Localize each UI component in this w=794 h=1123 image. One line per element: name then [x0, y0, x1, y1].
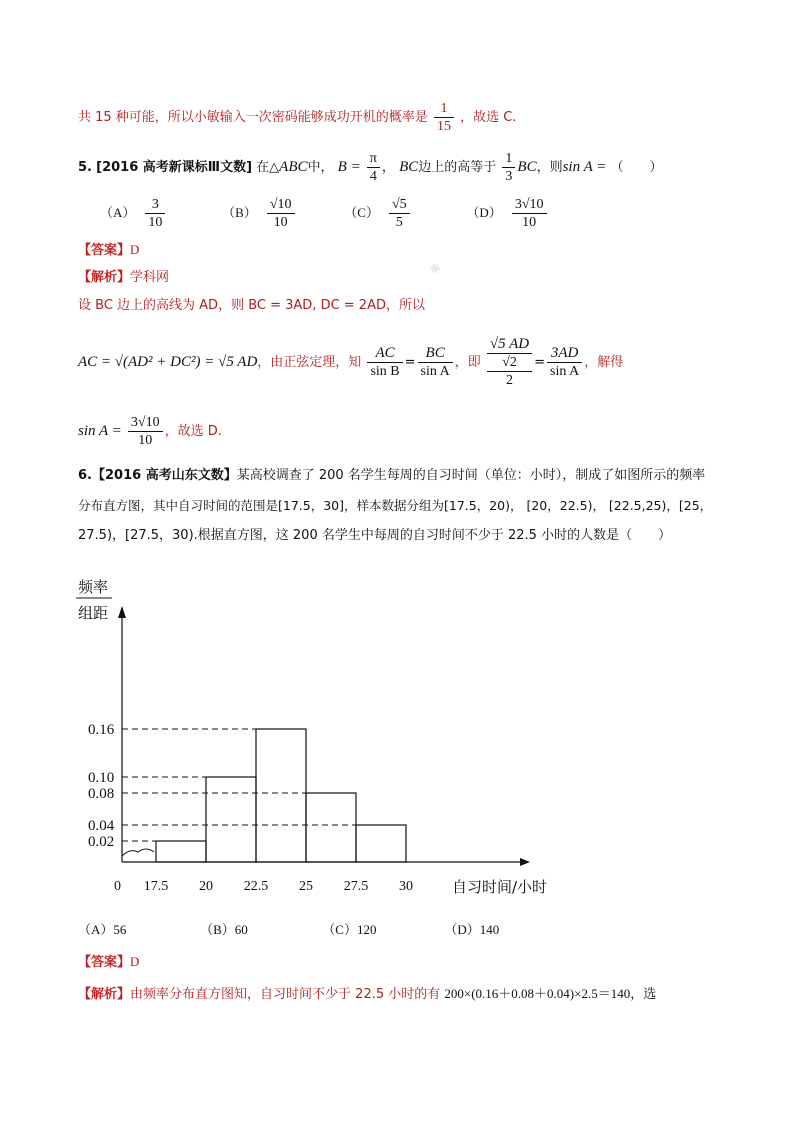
x-axis-label: 自习时间/小时 — [452, 878, 548, 896]
q5-stem: 5. [2016 高考新课标Ⅲ文数] 在△ABC中， B = $\frac{\pi}{4}$ ， BC边上的高等于 $\frac{1}{3}$ BC，则sin A = （ ） — [78, 151, 663, 184]
q6-line1: 6.【2016 高考山东文数】某高校调查了 200 名学生每周的自习时间（单位：小时），制成了如图所示的频率 — [78, 468, 706, 483]
one-third: $\frac{1}{3}$ — [502, 150, 515, 185]
origin-label: 0 — [114, 879, 121, 894]
y-tick-label: 0.04 — [88, 818, 115, 834]
probability-fraction: $\frac{1}{15}$ — [434, 100, 454, 135]
x-tick-label: 20 — [199, 879, 213, 894]
option-c[interactable]: （C） $\frac{√5}{5}$ — [344, 196, 462, 231]
y-tick-label: 0.16 — [88, 722, 115, 738]
q6-answer: 【答案】D — [78, 954, 140, 970]
histogram-bar — [256, 729, 306, 862]
nested-fraction: √5 AD √2 2 — [487, 336, 532, 389]
y-axis-label-bottom: 组距 — [78, 604, 109, 622]
q6-line2: 分布直方图，其中自习时间的范围是[17.5，30]，样本数据分组为[17.5，20)， [20，22.5)， [22.5,25)，[25， — [78, 498, 713, 513]
pi-over-4: $\frac{\pi}{4}$ — [367, 150, 380, 185]
option-d[interactable]: （D） $\frac{3√10}{10}$ — [466, 196, 584, 231]
y-axis-label-top: 频率 — [78, 578, 109, 596]
histogram-bar — [306, 793, 356, 862]
q6-options — [78, 920, 734, 941]
histogram-bar — [356, 825, 406, 862]
option-b[interactable]: （B） $\frac{√10}{10}$ — [222, 196, 340, 231]
x-tick-label: 30 — [399, 879, 413, 894]
option-a[interactable]: （A） $\frac{3}{10}$ — [100, 196, 218, 231]
axis-break-mark — [122, 849, 154, 856]
y-tick-label: 0.10 — [88, 770, 115, 786]
option-b[interactable]: （B）60 — [200, 922, 248, 937]
x-tick-label: 25 — [299, 879, 313, 894]
option-d[interactable]: （D）140 — [444, 922, 500, 937]
histogram-chart — [60, 570, 620, 910]
q6-line3: 27.5)，[27.5，30).根据直方图，这 200 名学生中每周的自习时间不少于 22.5 小时的人数是（ ） — [78, 528, 672, 543]
q5-options — [100, 196, 734, 231]
y-tick-label: 0.02 — [88, 834, 115, 850]
q6-analysis: 【解析】由频率分布直方图知，自习时间不少于 22.5 小时的有 200×(0.16＋0.08＋0.04)×2.5＝140，选 — [78, 986, 657, 1002]
q5-answer: 【答案】D — [78, 242, 140, 258]
histogram-bar — [206, 777, 256, 862]
histogram-bar — [156, 841, 206, 862]
x-tick-label: 22.5 — [243, 879, 269, 894]
option-a[interactable]: （A）56 — [78, 922, 127, 937]
q5-analysis-line2: AC = √(AD² + DC²) = √5 AD，由正弦定理，知 $\frac{AC}{\text{sin B}}$ = $\frac{BC}{\text{sin A}}$ ，即 √5 AD √2 2 = $\frac{3AD}{\text{sin A}}$ ，解得 — [78, 336, 624, 388]
q5-analysis-heading: 【解析】学科网 — [78, 270, 170, 285]
option-c[interactable]: （C）120 — [322, 922, 377, 937]
x-axis-arrow-icon — [520, 858, 530, 866]
q5-analysis-line3: sin A = $\frac{3√10}{10}$ ，故选 D. — [78, 415, 222, 448]
y-axis-arrow-icon — [118, 606, 126, 618]
x-tick-label: 27.5 — [343, 879, 369, 894]
y-tick-label: 0.08 — [88, 786, 115, 802]
q5-analysis-line1: 设 BC 边上的高线为 AD，则 BC = 3AD, DC = 2AD，所以 — [78, 298, 425, 313]
x-tick-label: 17.5 — [143, 879, 169, 894]
previous-answer-line: 共 15 种可能，所以小敏输入一次密码能够成功开机的概率是 $\frac{1}{15}$ ，故选 C. — [78, 101, 517, 134]
watermark: ✱ — [427, 260, 444, 279]
